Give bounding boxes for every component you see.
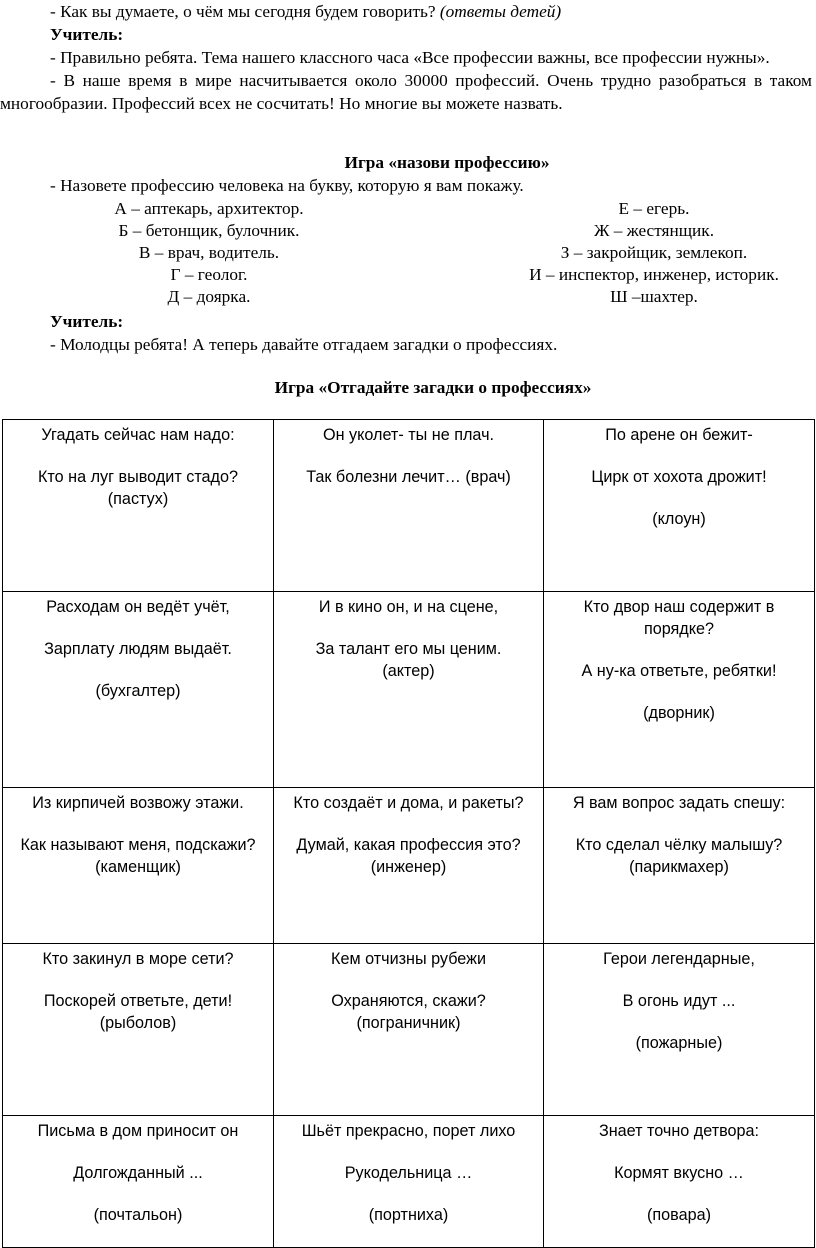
riddle-line: За талант его мы ценим. bbox=[315, 640, 502, 658]
riddle-row bbox=[3, 788, 815, 944]
riddle-line: В огонь идут ... bbox=[622, 992, 736, 1010]
riddle-cell bbox=[3, 1116, 274, 1248]
line-gap bbox=[550, 640, 808, 660]
riddle-line: Долгожданный ... bbox=[73, 1164, 203, 1182]
riddle-line: (клоун) bbox=[652, 510, 706, 528]
game1-block bbox=[0, 151, 814, 307]
teacher-label: Учитель: bbox=[50, 25, 124, 44]
letter-right: Ш –шахтер. bbox=[610, 287, 698, 306]
riddle-cell bbox=[274, 944, 544, 1116]
riddle-line: Кто на луг выводит стадо? bbox=[37, 468, 239, 486]
teacher2-block bbox=[0, 310, 814, 356]
riddle-cell bbox=[274, 1116, 544, 1248]
letter-left: В – врач, водитель. bbox=[138, 243, 280, 262]
riddle-line: Знает точно детвора: bbox=[598, 1122, 760, 1140]
riddle-line: Зарплату людям выдаёт. bbox=[44, 640, 232, 658]
line-gap bbox=[550, 1142, 808, 1162]
riddle-cell bbox=[544, 420, 815, 592]
riddle-line: (дворник) bbox=[643, 704, 715, 722]
line-gap bbox=[280, 446, 537, 466]
riddle-line: Кто двор наш содержит в порядке? bbox=[583, 598, 775, 638]
riddle-cell bbox=[3, 788, 274, 944]
letter-right: Ж – жестянщик. bbox=[593, 221, 715, 240]
line-gap bbox=[9, 814, 267, 834]
riddle-cell bbox=[544, 944, 815, 1116]
riddle-line: Он уколет- ты не плач. bbox=[322, 426, 495, 444]
riddle-line: Из кирпичей возвожу этажи. bbox=[32, 794, 244, 812]
line-gap bbox=[550, 682, 808, 702]
letter-row bbox=[0, 285, 814, 307]
riddle-cell bbox=[544, 788, 815, 944]
riddle-row bbox=[3, 1116, 815, 1248]
line-gap bbox=[9, 1184, 267, 1204]
riddle-line: А ну-ка ответьте, ребятки! bbox=[581, 662, 777, 680]
line-gap bbox=[550, 814, 808, 834]
riddle-line: (пастух) bbox=[107, 490, 169, 508]
riddle-line: Цирк от хохота дрожит! bbox=[591, 468, 767, 486]
line-gap bbox=[9, 618, 267, 638]
game2-title-wrap bbox=[0, 376, 816, 399]
teacher-praise: - Молодцы ребята! А теперь давайте отгадаем загадки о профессиях. bbox=[50, 335, 558, 354]
line-gap bbox=[9, 660, 267, 680]
riddle-row bbox=[3, 592, 815, 788]
letter-left: Д – доярка. bbox=[167, 287, 251, 306]
line-gap bbox=[280, 618, 537, 638]
line-gap bbox=[9, 446, 267, 466]
riddle-line: (актер) bbox=[382, 662, 435, 680]
riddle-cell bbox=[3, 420, 274, 592]
line-gap bbox=[9, 1142, 267, 1162]
line-gap bbox=[550, 1184, 808, 1204]
line-gap bbox=[280, 1142, 537, 1162]
riddle-line: (повара) bbox=[647, 1206, 711, 1224]
riddle-line: Угадать сейчас нам надо: bbox=[41, 426, 235, 444]
riddle-line: (рыболов) bbox=[99, 1014, 177, 1032]
letter-left: А – аптекарь, архитектор. bbox=[114, 199, 304, 218]
riddle-line: По арене он бежит- bbox=[605, 426, 753, 444]
game1-instruction: - Назовете профессию человека на букву, которую я вам покажу. bbox=[50, 176, 524, 195]
teacher-label: Учитель: bbox=[50, 312, 124, 331]
game2-title: Игра «Отгадайте загадки о профессиях» bbox=[274, 378, 592, 397]
riddle-line: И в кино он, и на сцене, bbox=[318, 598, 499, 616]
riddle-row bbox=[3, 944, 815, 1116]
line-gap bbox=[280, 970, 537, 990]
letter-left: Б – бетонщик, булочник. bbox=[118, 221, 300, 240]
riddle-cell bbox=[3, 592, 274, 788]
riddle-line: (пограничник) bbox=[356, 1014, 461, 1032]
letter-right: И – инспектор, инженер, историк. bbox=[529, 265, 779, 284]
riddle-line: Герои легендарные, bbox=[603, 950, 755, 968]
riddle-line: Кто создаёт и дома, и ракеты? bbox=[293, 794, 524, 812]
letter-row bbox=[0, 263, 814, 285]
line-gap bbox=[280, 1184, 537, 1204]
riddle-line: (парикмахер) bbox=[629, 858, 729, 876]
riddle-line: Кто сделал чёлку малышу? bbox=[575, 836, 783, 854]
letter-row bbox=[0, 219, 814, 241]
riddle-line: Рукодельница … bbox=[344, 1164, 473, 1182]
riddle-line: Так болезни лечит… (врач) bbox=[306, 468, 511, 486]
riddle-line: Письма в дом приносит он bbox=[37, 1122, 239, 1140]
line-gap bbox=[550, 1012, 808, 1032]
riddle-cell bbox=[274, 788, 544, 944]
riddle-line: (пожарные) bbox=[635, 1034, 723, 1052]
riddle-cell bbox=[3, 944, 274, 1116]
riddles-table bbox=[2, 419, 815, 1248]
professions-paragraph: - В наше время в мире насчитывается около 30000 профессий. Очень трудно разобраться в таком многообразии. Профессий всех не сосчитать! Но многие вы можете назвать. bbox=[0, 71, 812, 113]
riddle-line: Охраняются, скажи? bbox=[331, 992, 486, 1010]
line-gap bbox=[550, 446, 808, 466]
riddle-cell bbox=[274, 420, 544, 592]
riddle-line: Шьёт прекрасно, порет лихо bbox=[301, 1122, 516, 1140]
intro-block bbox=[0, 0, 814, 115]
line-gap bbox=[9, 970, 267, 990]
line-gap bbox=[280, 814, 537, 834]
riddle-line: Как называют меня, подскажи? (каменщик) bbox=[20, 836, 256, 876]
riddle-cell bbox=[544, 1116, 815, 1248]
riddle-line: (почтальон) bbox=[93, 1206, 183, 1224]
riddle-line: Я вам вопрос задать спешу: bbox=[572, 794, 786, 812]
letter-left: Г – геолог. bbox=[170, 265, 248, 284]
letter-row bbox=[0, 197, 814, 219]
riddle-cell bbox=[544, 592, 815, 788]
riddle-line: (инженер) bbox=[370, 858, 447, 876]
riddle-line: Кормят вкусно … bbox=[614, 1164, 744, 1182]
riddle-line: (портниха) bbox=[368, 1206, 449, 1224]
riddle-line: (бухгалтер) bbox=[95, 682, 181, 700]
riddle-row bbox=[3, 420, 815, 592]
riddle-line: Поскорей ответьте, дети! bbox=[43, 992, 233, 1010]
riddle-line: Кто закинул в море сети? bbox=[42, 950, 234, 968]
question-note: (ответы детей) bbox=[439, 2, 562, 21]
topic-paragraph: - Правильно ребята. Тема нашего классного часа «Все профессии важны, все профессии нужны». bbox=[50, 48, 770, 67]
riddle-line: Думай, какая профессия это? bbox=[296, 836, 521, 854]
letter-row bbox=[0, 241, 814, 263]
line-gap bbox=[550, 970, 808, 990]
letter-right: Е – егерь. bbox=[618, 199, 690, 218]
line-gap bbox=[550, 488, 808, 508]
riddle-line: Кем отчизны рубежи bbox=[331, 950, 486, 968]
question-text: - Как вы думаете, о чём мы сегодня будем говорить? bbox=[50, 2, 436, 21]
riddle-cell bbox=[274, 592, 544, 788]
question-line bbox=[0, 0, 814, 23]
letter-right: З – закройщик, землекоп. bbox=[560, 243, 748, 262]
riddle-line: Расходам он ведёт учёт, bbox=[46, 598, 230, 616]
game1-title: Игра «назови профессию» bbox=[344, 153, 550, 172]
